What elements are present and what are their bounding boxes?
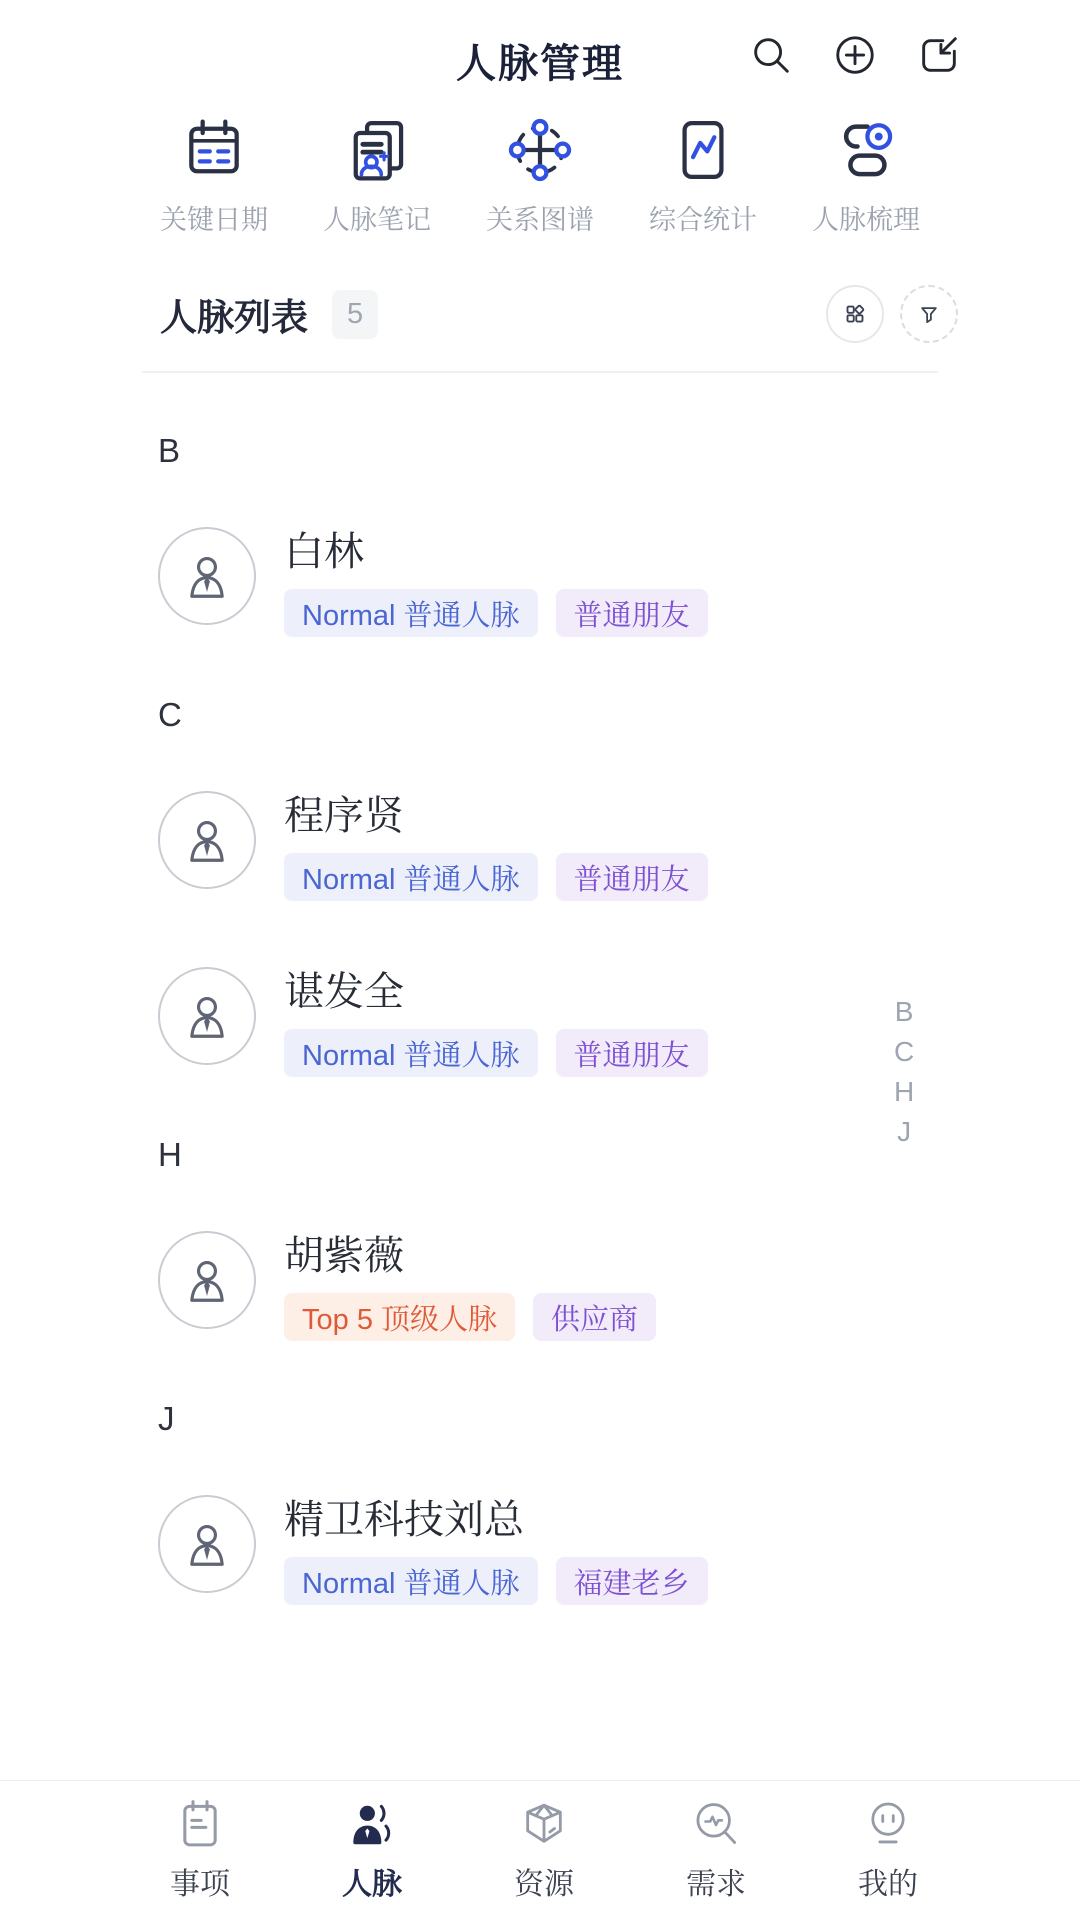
search-icon[interactable] — [748, 32, 794, 78]
feature-label: 综合统计 — [649, 205, 757, 235]
contact-row[interactable] — [158, 527, 1080, 637]
header-actions — [748, 32, 962, 78]
contact-tag: 普通朋友 — [556, 1029, 708, 1077]
feature-label: 关系图谱 — [486, 205, 594, 235]
contacts-person-icon — [344, 1797, 400, 1853]
import-icon[interactable] — [916, 32, 962, 78]
list-header — [0, 285, 1080, 343]
tab-label: 事项 — [170, 1868, 230, 1901]
index-letter-h[interactable]: H — [894, 1076, 915, 1107]
feature-key-dates[interactable] — [148, 116, 280, 237]
index-letter-b[interactable]: B — [894, 996, 914, 1027]
avatar — [158, 1495, 256, 1593]
contact-tag: Top 5 顶级人脉 — [284, 1293, 515, 1341]
feature-contact-notes[interactable] — [311, 116, 443, 237]
contact-name: 白林 — [284, 530, 364, 574]
contact-name: 胡紫薇 — [284, 1234, 404, 1278]
contact-tag: 普通朋友 — [556, 589, 708, 637]
section-divider — [142, 371, 938, 373]
section-letter-j: J — [158, 1400, 175, 1437]
contact-name: 精卫科技刘总 — [284, 1498, 524, 1542]
notes-icon — [343, 116, 411, 184]
list-title: 人脉列表 — [160, 297, 308, 338]
tab-profile[interactable] — [812, 1797, 964, 1920]
contact-tag: 普通朋友 — [556, 853, 708, 901]
page-title: 人脉管理 — [456, 41, 624, 86]
tab-label: 资源 — [514, 1868, 574, 1901]
contact-tag: Normal 普通人脉 — [284, 589, 538, 637]
tab-demands[interactable] — [640, 1797, 792, 1920]
tab-label: 人脉 — [342, 1868, 402, 1901]
contact-row[interactable] — [158, 967, 1080, 1077]
contact-tag: Normal 普通人脉 — [284, 853, 538, 901]
tab-contacts[interactable] — [296, 1797, 448, 1920]
box-icon — [516, 1797, 572, 1853]
stats-icon — [669, 116, 737, 184]
filter-button[interactable] — [900, 285, 958, 343]
feature-relationship-graph[interactable] — [474, 116, 606, 237]
calendar-icon — [180, 116, 248, 184]
contact-tag: Normal 普通人脉 — [284, 1557, 538, 1605]
avatar — [158, 1231, 256, 1329]
bottom-tab-bar — [0, 1780, 1080, 1920]
add-icon[interactable] — [832, 32, 878, 78]
contact-tag: 福建老乡 — [556, 1557, 708, 1605]
section-letter-h: H — [158, 1136, 182, 1173]
avatar — [158, 967, 256, 1065]
tab-label: 需求 — [686, 1868, 746, 1901]
avatar — [158, 527, 256, 625]
section-letter-b: B — [158, 432, 181, 469]
tab-resources[interactable] — [468, 1797, 620, 1920]
contact-row[interactable] — [158, 1231, 1080, 1341]
contact-row[interactable] — [158, 791, 1080, 901]
contact-tag: Normal 普通人脉 — [284, 1029, 538, 1077]
grid-view-button[interactable] — [826, 285, 884, 343]
index-letter-j[interactable]: J — [897, 1116, 912, 1147]
contact-count-badge: 5 — [332, 290, 378, 339]
feature-label: 人脉笔记 — [323, 205, 431, 235]
magnifier-pulse-icon — [688, 1797, 744, 1853]
contact-row[interactable] — [158, 1495, 1080, 1605]
feature-label: 关键日期 — [160, 205, 268, 235]
index-letter-c[interactable]: C — [894, 1036, 915, 1067]
app-header — [0, 0, 1080, 100]
section-letter-c: C — [158, 696, 182, 733]
feature-statistics[interactable] — [637, 116, 769, 237]
contact-name: 谌发全 — [284, 970, 404, 1014]
tab-matters[interactable] — [124, 1797, 276, 1920]
tab-label: 我的 — [858, 1868, 918, 1901]
list-actions — [826, 285, 958, 343]
comb-icon — [832, 116, 900, 184]
graph-icon — [506, 116, 574, 184]
feature-shortcuts — [0, 116, 1080, 237]
contact-tag: 供应商 — [533, 1293, 656, 1341]
profile-face-icon — [860, 1797, 916, 1853]
feature-label: 人脉梳理 — [812, 205, 920, 235]
avatar — [158, 791, 256, 889]
feature-contact-sorting[interactable] — [800, 116, 932, 237]
contact-list — [0, 431, 1080, 1605]
contact-name: 程序贤 — [284, 794, 404, 838]
alphabet-index — [894, 998, 914, 1146]
clipboard-icon — [172, 1797, 228, 1853]
